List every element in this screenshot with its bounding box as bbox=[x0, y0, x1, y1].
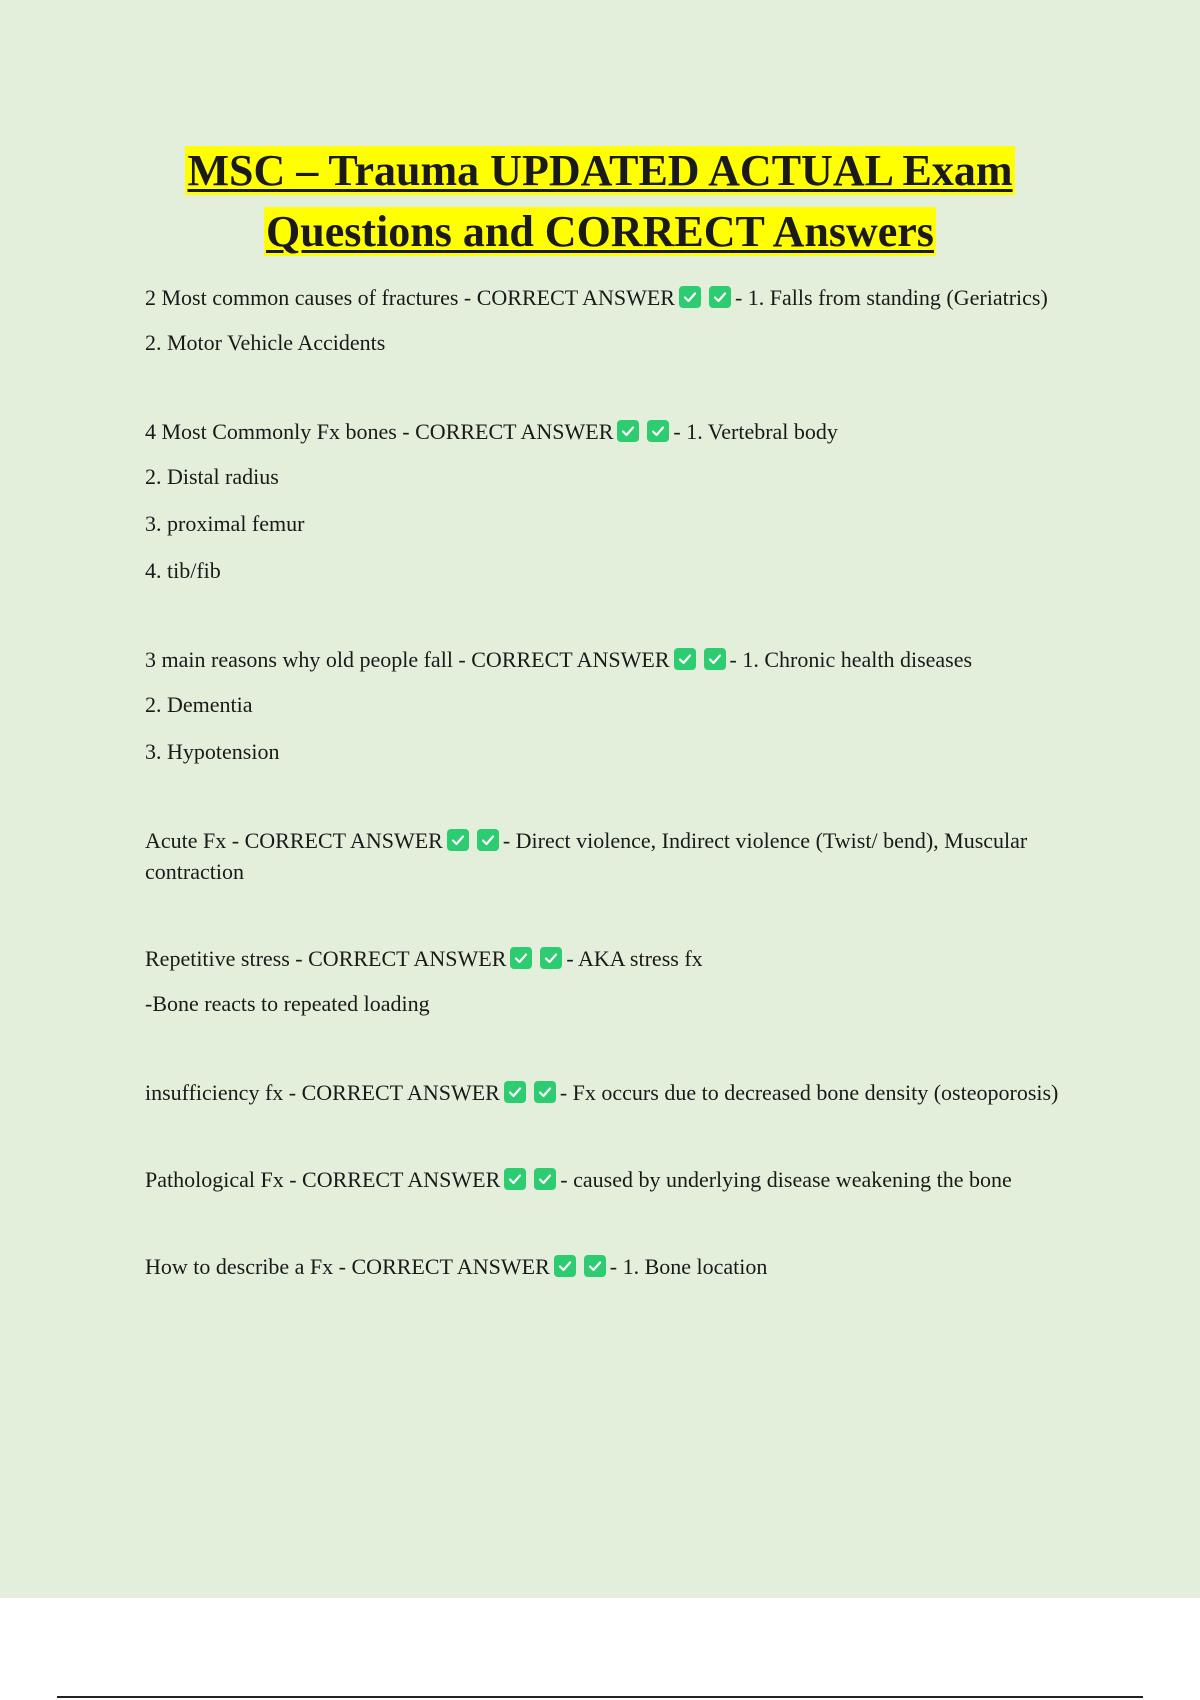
check-icon bbox=[709, 286, 731, 308]
qa-line bbox=[145, 1164, 1080, 1195]
question-text: Repetitive stress - CORRECT ANSWER bbox=[145, 946, 507, 971]
check-icon bbox=[447, 829, 469, 851]
answer-text: - 1. Chronic health diseases bbox=[729, 647, 973, 672]
qa-item bbox=[145, 825, 1080, 887]
answer-line: -Bone reacts to repeated loading bbox=[145, 991, 430, 1016]
question-text: insufficiency fx - CORRECT ANSWER bbox=[145, 1080, 500, 1105]
footer-divider bbox=[57, 1696, 1143, 1698]
qa-line bbox=[145, 282, 1080, 313]
question-text: 4 Most Commonly Fx bones - CORRECT ANSWER bbox=[145, 419, 614, 444]
qa-item bbox=[145, 1164, 1080, 1195]
qa-line bbox=[145, 1077, 1080, 1108]
answer-line: 2. Distal radius bbox=[145, 464, 279, 489]
qa-item bbox=[145, 282, 1080, 358]
qa-item bbox=[145, 416, 1080, 586]
answer-line: 2. Dementia bbox=[145, 692, 253, 717]
qa-item bbox=[145, 1077, 1080, 1108]
qa-line bbox=[145, 1251, 1080, 1282]
check-icon bbox=[679, 286, 701, 308]
check-icon bbox=[674, 648, 696, 670]
qa-line bbox=[145, 943, 1080, 974]
answer-line: 3. proximal femur bbox=[145, 511, 305, 536]
question-text: Acute Fx - CORRECT ANSWER bbox=[145, 828, 443, 853]
answer-text: - Direct violence, Indirect violence (Twist/ bend), Muscular contraction bbox=[145, 828, 1028, 884]
title-line-2: Questions and CORRECT Answers bbox=[266, 207, 934, 256]
qa-item bbox=[145, 1251, 1080, 1282]
answer-text: - 1. Vertebral body bbox=[673, 419, 838, 444]
check-icon bbox=[477, 829, 499, 851]
title-line-1: MSC – Trauma UPDATED ACTUAL Exam bbox=[187, 146, 1013, 195]
answer-text: - caused by underlying disease weakening the bone bbox=[560, 1167, 1012, 1192]
answer-line: 3. Hypotension bbox=[145, 739, 280, 764]
answer-text: - 1. Falls from standing (Geriatrics) bbox=[734, 285, 1048, 310]
qa-item bbox=[145, 644, 1080, 767]
qa-line bbox=[145, 644, 1080, 675]
document-title bbox=[100, 140, 1100, 262]
check-icon bbox=[554, 1255, 576, 1277]
qa-item bbox=[145, 943, 1080, 1019]
check-icon bbox=[617, 420, 639, 442]
check-icon bbox=[584, 1255, 606, 1277]
check-icon bbox=[534, 1081, 556, 1103]
check-icon bbox=[504, 1168, 526, 1190]
check-icon bbox=[510, 947, 532, 969]
question-text: 2 Most common causes of fractures - CORRECT ANSWER bbox=[145, 285, 675, 310]
check-icon bbox=[704, 648, 726, 670]
question-text: 3 main reasons why old people fall - CORRECT ANSWER bbox=[145, 647, 670, 672]
answer-text: - 1. Bone location bbox=[609, 1254, 768, 1279]
qa-line bbox=[145, 416, 1080, 447]
check-icon bbox=[534, 1168, 556, 1190]
answer-line: 4. tib/fib bbox=[145, 558, 221, 583]
check-icon bbox=[647, 420, 669, 442]
answer-text: - AKA stress fx bbox=[566, 946, 703, 971]
answer-line: 2. Motor Vehicle Accidents bbox=[145, 330, 386, 355]
qa-line bbox=[145, 825, 1080, 887]
answer-text: - Fx occurs due to decreased bone density (osteoporosis) bbox=[559, 1080, 1059, 1105]
question-text: Pathological Fx - CORRECT ANSWER bbox=[145, 1167, 501, 1192]
question-text: How to describe a Fx - CORRECT ANSWER bbox=[145, 1254, 550, 1279]
check-icon bbox=[504, 1081, 526, 1103]
qa-list bbox=[145, 282, 1080, 1296]
check-icon bbox=[540, 947, 562, 969]
